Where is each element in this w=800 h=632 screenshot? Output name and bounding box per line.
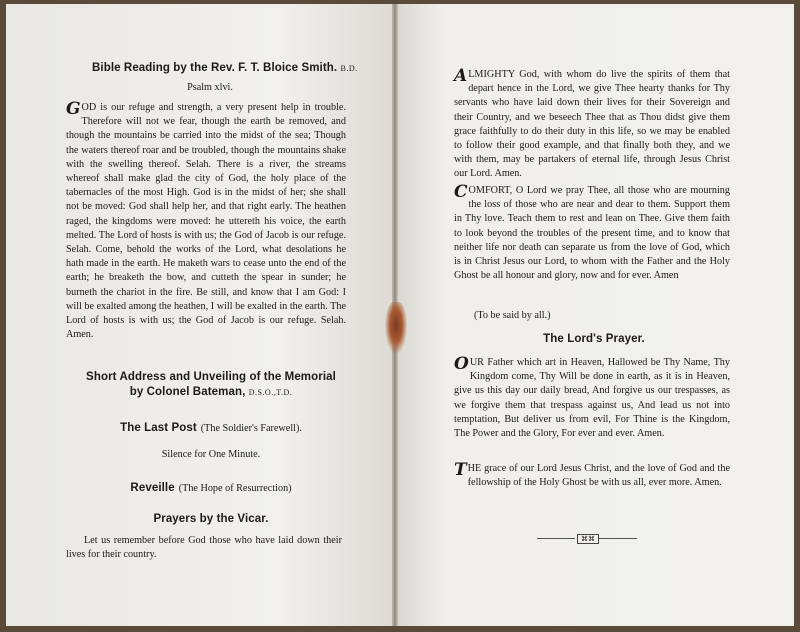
grace-body: HE grace of our Lord Jesus Christ, and the love of God and the fellowship of the Holy Ghost be with us all, ever more. Amen.	[467, 463, 730, 489]
almighty-dropcap: A	[454, 66, 468, 86]
prayers-heading: Prayers by the Vicar.	[153, 513, 269, 525]
psalm-text	[66, 101, 346, 342]
reveille-title: Reveille	[130, 482, 175, 494]
address-heading-line2	[66, 386, 356, 398]
ornament-rule-right	[599, 538, 637, 539]
comfort-dropcap: C	[454, 182, 468, 202]
binding-stain	[385, 302, 407, 354]
address-heading-line1: Short Address and Unveiling of the Memorial	[86, 371, 336, 383]
remember-text: Let us remember before God those who have laid down their lives for their country.	[66, 535, 342, 561]
lords-dropcap: O	[454, 354, 469, 374]
said-by-all-note: (To be said by all.)	[474, 310, 551, 321]
almighty-body: LMIGHTY God, with whom do live the spirits of them that depart hence in the Lord, we give Thee hearty thanks for Thy servants who have laid down their lives for their Sovereign and their Country, and we beseech Thee that as Thou didst give them grace faithfully to do their duty in this life, so we may be enabled to follow their good example, and that finally both they, and we with them, may be partakers of eternal life, through Jesus Christ our Lord. Amen.	[454, 69, 730, 180]
reveille-line	[66, 478, 356, 496]
bible-reading-degree: B.D.	[340, 64, 358, 73]
lords-prayer-heading: The Lord's Prayer.	[543, 333, 645, 345]
ornament-rule-left	[537, 538, 575, 539]
almighty-prayer	[454, 68, 730, 182]
bible-reading-heading	[92, 62, 372, 74]
last-post-line	[66, 418, 356, 436]
ornament-icon: ⌘⌘	[577, 534, 599, 544]
reveille-note: (The Hope of Resurrection)	[178, 483, 292, 494]
lords-body: UR Father which art in Heaven, Hallowed be Thy Name, Thy Kingdom come, Thy Will be done in earth, as it is in Heaven, give us this day our daily bread, And forgive us our trespasses, as we forgive them that trespass against us, And lead us not into temptation, But deliver us from evil, For Thine is the Kingdom, The Power and the Glory, For ever and ever. Amen.	[454, 357, 730, 440]
last-post-title: The Last Post	[120, 422, 197, 434]
psalm-dropcap: G	[66, 99, 81, 119]
comfort-body: OMFORT, O Lord we pray Thee, all those who are mourning the loss of those who are near and dear to them. Support them in Thy love. Teach them to rest and lean on Thee. Give them faith to look beyond the troubles of the present time, and to know that neither life nor death can separate us from the love of God, which is in Christ Jesus our Lord, to whom with the Father and the Holy Ghost be all honour and glory, now and for ever. Amen	[454, 185, 730, 282]
bible-reading-title: Bible Reading by the Rev. F. T. Bloice Smith.	[92, 62, 338, 74]
lords-prayer	[454, 356, 730, 441]
grace-prayer	[454, 462, 730, 490]
psalm-reference: Psalm xlvi.	[187, 82, 233, 93]
psalm-body: OD is our refuge and strength, a very present help in trouble. Therefore will not we fear, though the earth be removed, and though the mountains be carried into the midst of the sea; Though the waters thereof roar and be troubled, though the mountains shake with the swelling thereof. Selah. There is a river, the streams whereof shall make glad the city of God, the holy place of the tabernacles of the most High. God is in the midst of her; she shall not be moved: God shall help her, and that right early. The heathen raged, the kingdoms were moved: he uttereth his voice, the earth melted. The Lord of hosts is with us; the God of Jacob is our refuge. Selah. Come, behold the works of the Lord, what desolations he hath made in the earth. He maketh wars to cease unto the end of the earth; he breaketh the bow, and cutteth the spear in sunder; he burneth the chariot in the fire. Be still, and know that I am God: I will be exalted among the heathen, I will be exalted in the earth. The Lord of hosts is with us; the God of Jacob is our refuge. Selah. Amen.	[66, 102, 346, 341]
address-honours: D.S.O.,T.D.	[248, 388, 293, 397]
address-speaker: by Colonel Bateman,	[129, 386, 246, 398]
silence-line: Silence for One Minute.	[161, 449, 261, 460]
last-post-note: (The Soldier's Farewell).	[200, 423, 302, 434]
ornament-divider	[537, 534, 637, 544]
comfort-prayer	[454, 184, 730, 283]
grace-dropcap: T	[454, 460, 467, 480]
